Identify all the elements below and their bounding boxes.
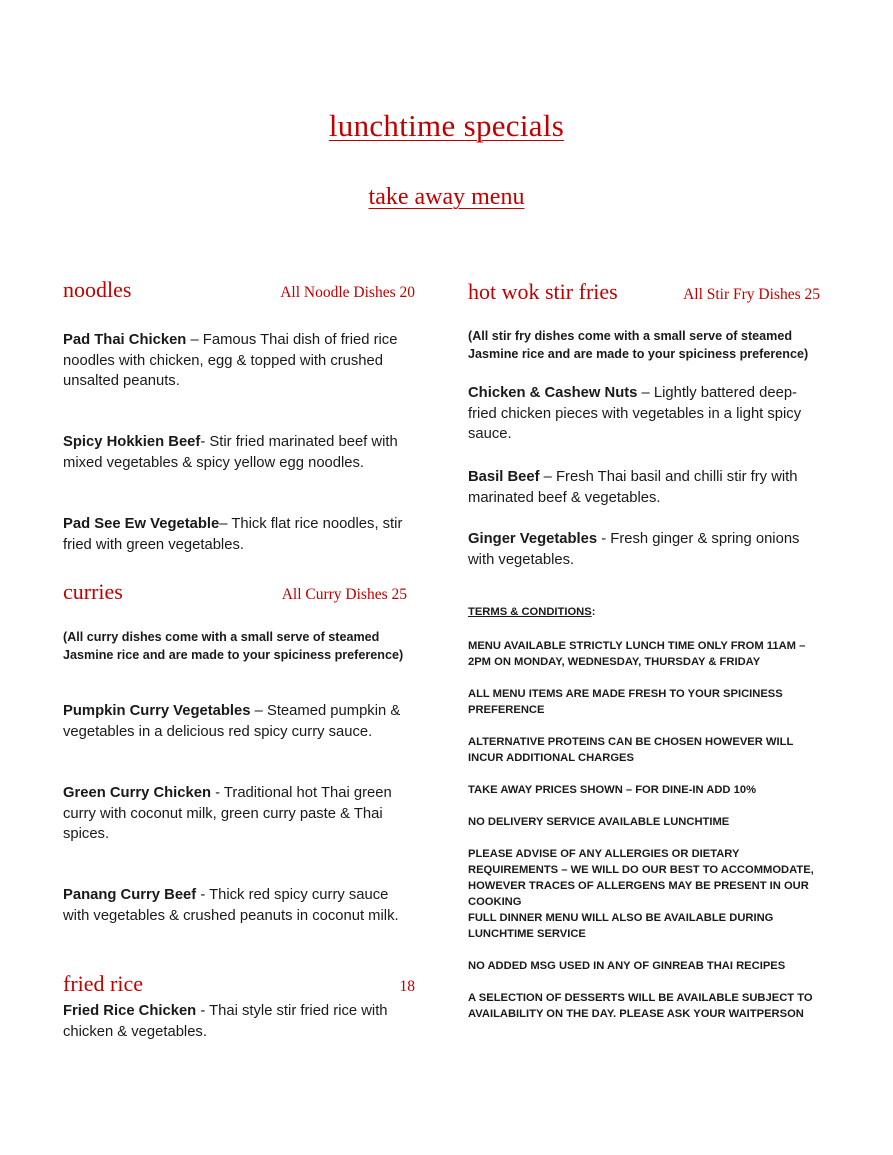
menu-item (468, 383, 824, 445)
terms-heading-colon: : (591, 606, 596, 618)
menu-item (63, 1001, 415, 1042)
section-header-stir-fries (468, 279, 820, 305)
menu-item (63, 783, 415, 845)
dish-name: Pad Thai Chicken (63, 332, 187, 348)
section-price: 18 (399, 978, 415, 995)
menu-item (63, 701, 415, 742)
menu-item (63, 514, 415, 555)
section-note: (All curry dishes come with a small serve of steamed Jasmine rice and are made to your spiciness preference) (63, 630, 404, 662)
terms-heading-text: TERMS & CONDITIONS (468, 606, 592, 618)
dish-description: – Lightly battered deep-fried chicken pieces with vegetables in a light spicy sauce. (468, 385, 802, 442)
terms-item: ALTERNATIVE PROTEINS CAN BE CHOSEN HOWEVER WILL INCUR ADDITIONAL CHARGES (468, 736, 794, 764)
dish-name: Pumpkin Curry Vegetables (63, 703, 251, 719)
section-price: All Noodle Dishes 20 (280, 284, 415, 301)
section-title: noodles (63, 277, 132, 302)
section-title: curries (63, 579, 123, 604)
dish-name: Green Curry Chicken (63, 785, 212, 801)
menu-item (63, 885, 415, 926)
terms-item: TAKE AWAY PRICES SHOWN – FOR DINE-IN ADD 10% (468, 784, 757, 796)
terms-item: NO ADDED MSG USED IN ANY OF GINREAB THAI RECIPES (468, 960, 786, 972)
dish-name: Fried Rice Chicken (63, 1003, 197, 1019)
terms-item: FULL DINNER MENU WILL ALSO BE AVAILABLE DURING LUNCHTIME SERVICE (468, 912, 774, 940)
dish-name: Basil Beef (468, 469, 540, 485)
dish-name: Panang Curry Beef (63, 887, 197, 903)
menu-item (63, 432, 415, 473)
dish-description: – Thick flat rice noodles, stir fried with green vegetables. (63, 516, 403, 553)
dish-name: Pad See Ew Vegetable (63, 516, 220, 532)
dish-description: - Fresh ginger & spring onions with vegetables. (468, 531, 800, 568)
terms-item: A SELECTION OF DESSERTS WILL BE AVAILABLE SUBJECT TO AVAILABILITY ON THE DAY. PLEASE ASK YOUR WAITPERSON (468, 992, 813, 1020)
dish-name: Spicy Hokkien Beef (63, 434, 201, 450)
dish-name: Ginger Vegetables (468, 531, 598, 547)
page-subtitle: take away menu (368, 184, 525, 210)
section-header-curries (63, 579, 407, 605)
terms-item: PLEASE ADVISE OF ANY ALLERGIES OR DIETARY REQUIREMENTS – WE WILL DO OUR BEST TO ACCOMMODATE, HOWEVER TRACES OF ALLERGENS MAY BE PRESENT IN OUR COOKING (468, 848, 814, 908)
terms-item: MENU AVAILABLE STRICTLY LUNCH TIME ONLY FROM 11AM – 2PM ON MONDAY, WEDNESDAY, THURSDAY & FRIDAY (468, 640, 806, 668)
dish-description: – Steamed pumpkin & vegetables in a delicious red spicy curry sauce. (63, 703, 401, 740)
dish-description: – Fresh Thai basil and chilli stir fry with marinated beef & vegetables. (468, 469, 798, 506)
terms-item: ALL MENU ITEMS ARE MADE FRESH TO YOUR SPICINESS PREFERENCE (468, 688, 783, 716)
menu-item (468, 467, 824, 508)
section-title: fried rice (63, 971, 143, 996)
dish-description: - Traditional hot Thai green curry with coconut milk, green curry paste & Thai spices. (63, 785, 392, 842)
dish-description: – Famous Thai dish of fried rice noodles with chicken, egg & topped with crushed unsalted peanuts. (63, 332, 398, 389)
section-header-fried-rice (63, 971, 415, 997)
page-title: lunchtime specials (328, 108, 565, 143)
dish-description: - Thai style stir fried rice with chicken & vegetables. (63, 1003, 388, 1040)
menu-item (63, 330, 415, 392)
terms-item: NO DELIVERY SERVICE AVAILABLE LUNCHTIME (468, 816, 730, 828)
menu-item (468, 529, 824, 570)
terms-heading (468, 606, 595, 618)
section-header-noodles (63, 277, 415, 303)
dish-description: - Stir fried marinated beef with mixed vegetables & spicy yellow egg noodles. (63, 434, 398, 471)
dish-description: - Thick red spicy curry sauce with vegetables & crushed peanuts in coconut milk. (63, 887, 399, 924)
section-price: All Curry Dishes 25 (281, 586, 407, 603)
section-price: All Stir Fry Dishes 25 (683, 286, 820, 303)
section-title: hot wok stir fries (468, 279, 618, 304)
dish-name: Chicken & Cashew Nuts (468, 385, 638, 401)
section-note: (All stir fry dishes come with a small serve of steamed Jasmine rice and are made to your spiciness preference) (468, 329, 809, 361)
